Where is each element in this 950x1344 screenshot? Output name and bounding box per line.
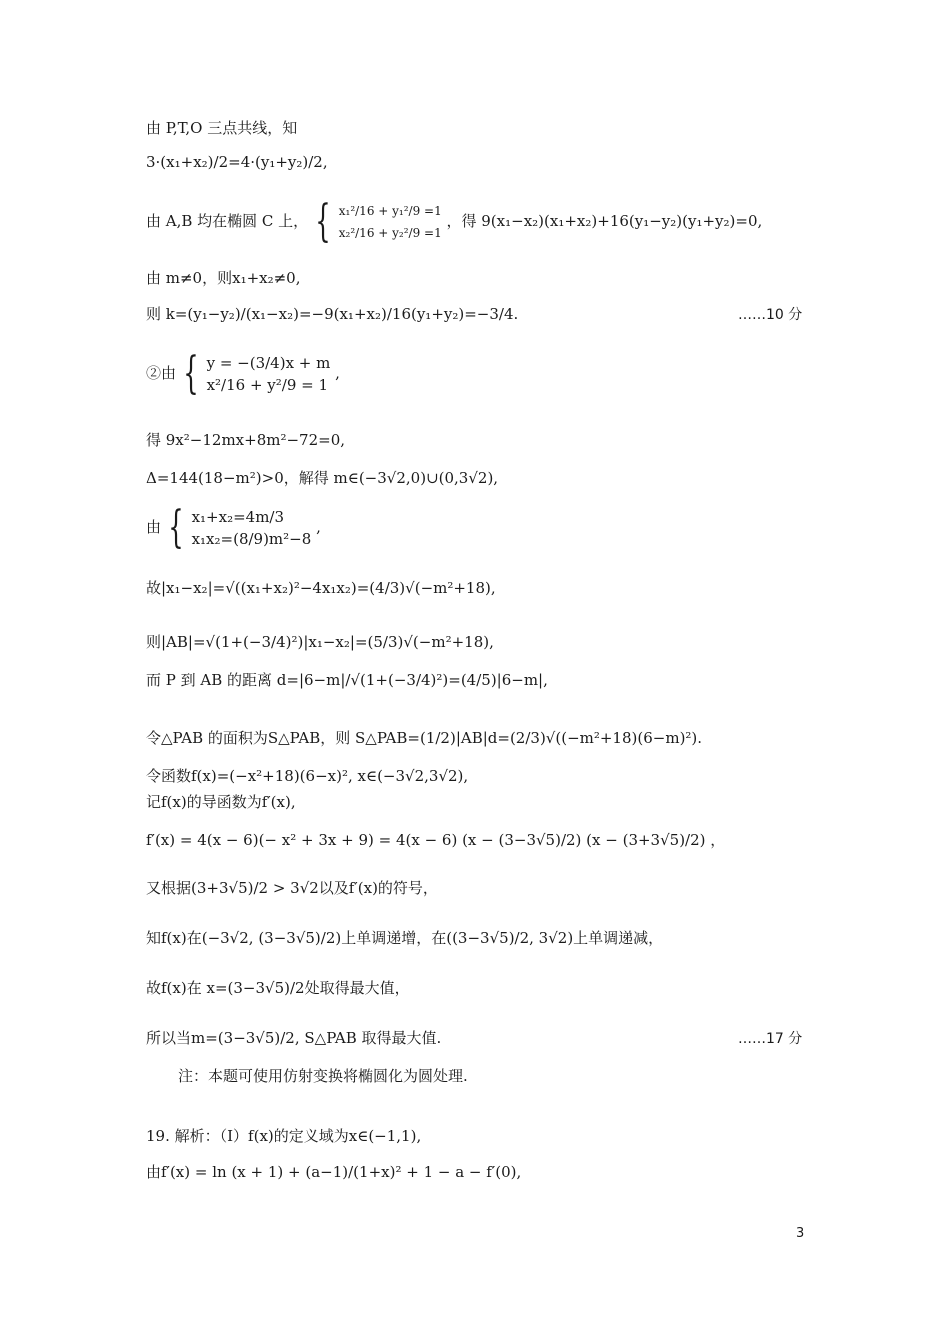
line-ellipse-system — [207, 353, 331, 395]
left-brace: { — [183, 348, 199, 399]
line-eq: y = −(3/4)x + m — [206, 354, 331, 372]
vieta-system — [192, 507, 312, 549]
system-2-suffix: , — [335, 364, 340, 382]
vieta-line — [146, 502, 321, 553]
note-line: 注：本题可使用仿射变换将椭圆化为圆处理. — [178, 1067, 468, 1085]
area-line: 令△PAB 的面积为S△PAB，则 S△PAB=(1/2)|AB|d=(2/3)√((−m²+18)(6−m)²). — [146, 729, 703, 747]
score-10: ……10 分 — [738, 307, 803, 323]
discriminant-line: Δ=144(18−m²)>0，解得 m∈(−3√2,0)∪(0,3√2), — [146, 469, 499, 487]
ellipse-eq-1: x₁²/16 + y₁²/9 =1 — [338, 204, 442, 218]
root-difference-line: 故|x₁−x₂|=√((x₁+x₂)²−4x₁x₂)=(4/3)√(−m²+18), — [146, 579, 496, 597]
ellipse-eq: x²/16 + y²/9 = 1 — [206, 376, 329, 394]
vieta-product: x₁x₂=(8/9)m²−8 — [191, 530, 312, 548]
monotonicity-line: 知f(x)在(−3√2, (3−3√5)/2)上单调递增，在((3−3√5)/2, 3√2)上单调递减， — [146, 929, 664, 947]
system-2-line — [146, 348, 340, 399]
function-def-line: 令函数f(x)=(−x²+18)(6−x)², x∈(−3√2,3√2), — [146, 767, 469, 785]
ellipse-eq-2: x₂²/16 + y₂²/9 =1 — [338, 226, 442, 240]
maximum-line: 故f(x)在 x=(3−3√5)/2处取得最大值， — [146, 979, 410, 997]
derivative-def-line: 记f(x)的导函数为f′(x), — [146, 793, 296, 811]
page-number: 3 — [796, 1226, 805, 1241]
vieta-prefix: 由 — [146, 518, 162, 536]
left-brace: { — [315, 196, 331, 247]
derivative-formula-line: f′(x) = 4(x − 6)(− x² + 3x + 9) = 4(x − 6) (x − (3−3√5)/2) (x − (3+3√5)/2) ， — [146, 831, 726, 849]
conclusion-line: 所以当m=(3−3√5)/2, S△PAB 取得最大值. — [146, 1029, 442, 1047]
ellipse-system — [339, 201, 442, 243]
slope-line: 则 k=(y₁−y₂)/(x₁−x₂)=−9(x₁+x₂)/16(y₁+y₂)=−3/4. — [146, 305, 519, 323]
m-nonzero-line: 由 m≠0，则x₁+x₂≠0, — [146, 269, 301, 287]
chord-length-line: 则|AB|=√(1+(−3/4)²)|x₁−x₂|=(5/3)√(−m²+18), — [146, 633, 494, 651]
distance-line: 而 P 到 AB 的距离 d=|6−m|/√(1+(−3/4)²)=(4/5)|6−m|, — [146, 671, 548, 689]
ellipse-result: ，得 9(x₁−x₂)(x₁+x₂)+16(y₁−y₂)(y₁+y₂)=0, — [446, 212, 763, 230]
left-brace: { — [168, 502, 184, 553]
score-17: ……17 分 — [738, 1031, 803, 1047]
ellipse-points-line — [146, 196, 763, 247]
collinear-line: 由 P,T,O 三点共线，知 — [146, 119, 298, 137]
system-2-prefix: ②由 — [146, 364, 177, 382]
problem-19-heading: 19. 解析：（Ⅰ）f(x)的定义域为x∈(−1,1), — [146, 1127, 422, 1145]
midpoint-equation: 3·(x₁+x₂)/2=4·(y₁+y₂)/2, — [146, 153, 328, 171]
quadratic-line: 得 9x²−12mx+8m²−72=0, — [146, 431, 346, 449]
problem-19-derivative: 由f′(x) = ln (x + 1) + (a−1)/(1+x)² + 1 − a − f′(0), — [146, 1163, 522, 1181]
vieta-sum: x₁+x₂=4m/3 — [191, 508, 285, 526]
vieta-suffix: , — [316, 518, 321, 536]
ellipse-prefix: 由 A,B 均在椭圆 C 上， — [146, 212, 309, 230]
sign-analysis-line: 又根据(3+3√5)/2 > 3√2以及f′(x)的符号， — [146, 879, 438, 897]
